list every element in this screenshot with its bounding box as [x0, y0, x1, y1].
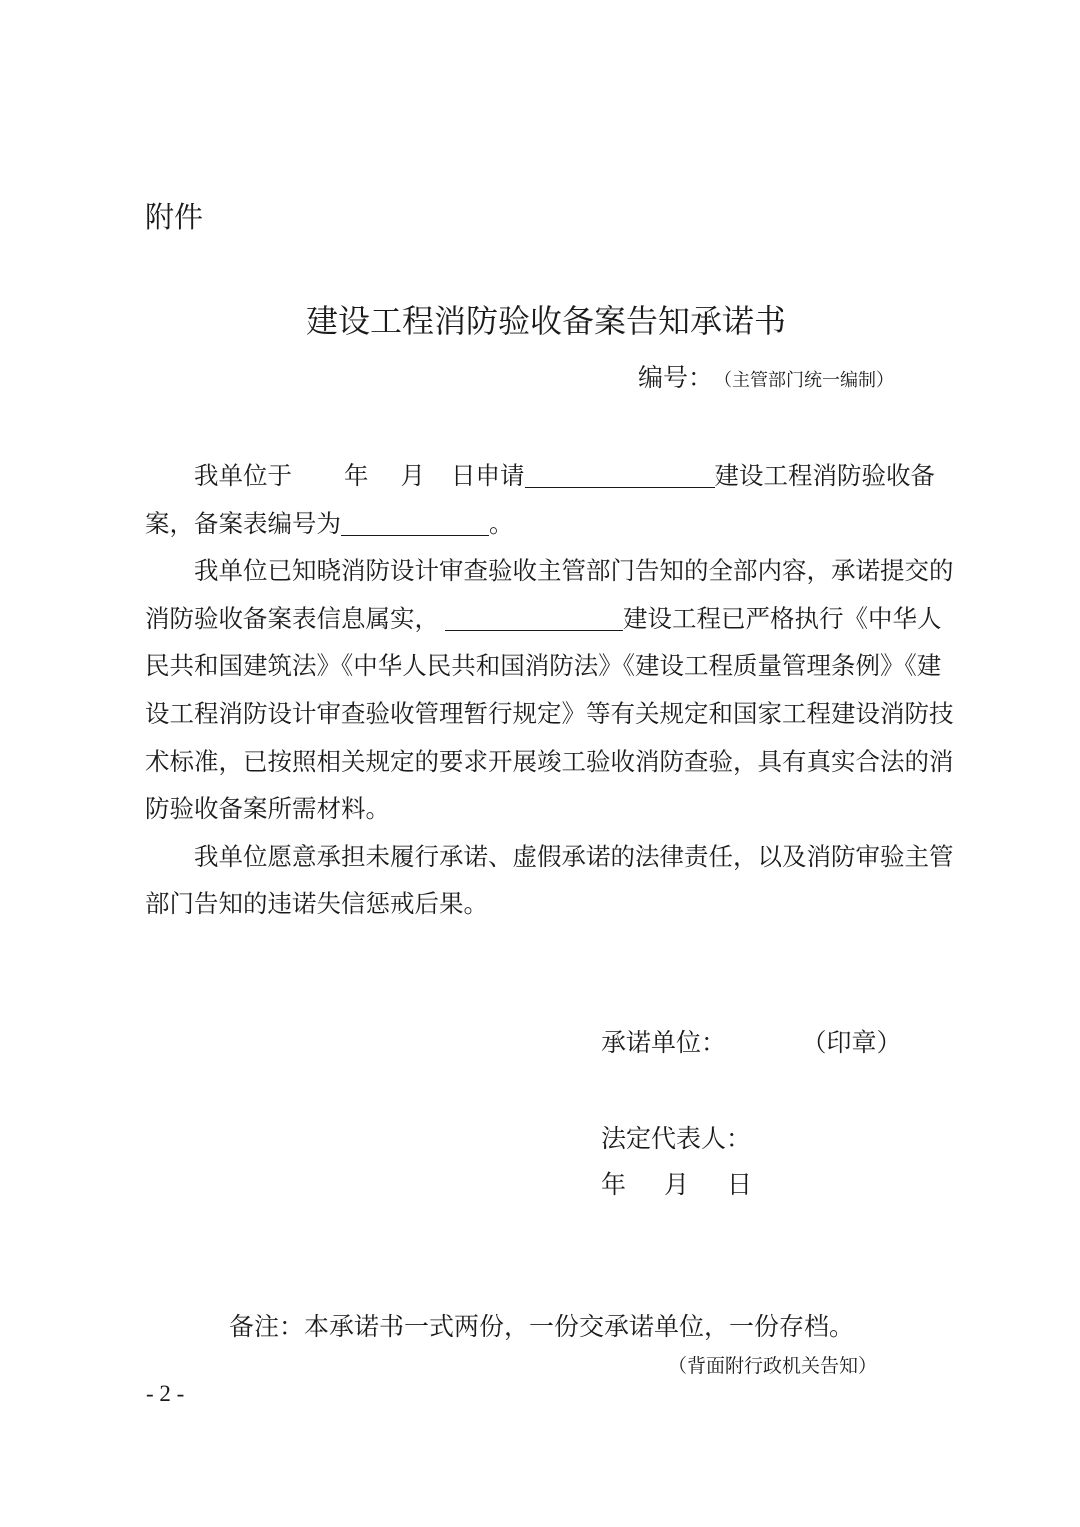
- month-label: 月: [400, 461, 425, 490]
- paragraph-line: [145, 452, 947, 500]
- project-blank[interactable]: [445, 604, 623, 631]
- date-day: 日: [727, 1170, 753, 1199]
- legal-representative-label: 法定代表人：: [601, 1124, 752, 1153]
- applicant-text: 我单位于: [194, 461, 292, 490]
- date-month: 月: [664, 1170, 690, 1199]
- paragraph-commitment: [145, 547, 954, 833]
- day-apply-label: 日申请: [451, 461, 525, 490]
- remark-note: 备注：本承诺书一式两份，一份交承诺单位，一份存档。: [229, 1312, 855, 1341]
- paragraph-line: 防验收备案所需材料。: [145, 794, 390, 824]
- paragraph-line: 设工程消防设计审查验收管理暂行规定》等有关规定和国家工程建设消防技: [145, 698, 954, 728]
- page-number: - 2 -: [146, 1381, 185, 1406]
- document-title: 建设工程消防验收备案告知承诺书: [305, 302, 786, 340]
- date-year: 年: [601, 1170, 627, 1199]
- paragraph-line: 术标准，已按照相关规定的要求开展竣工验收消防查验，具有真实合法的消: [145, 746, 954, 776]
- number-line: [638, 360, 894, 399]
- period-text: 。: [489, 508, 514, 538]
- paragraph-line: [145, 595, 947, 643]
- paragraph-line: 部门告知的违诺失信惩戒后果。: [145, 889, 488, 919]
- info-true-text: 消防验收备案表信息属实，: [145, 603, 439, 633]
- form-number-text: 案，备案表编号为: [145, 508, 341, 538]
- project-name-blank[interactable]: [525, 462, 715, 489]
- back-page-note: （背面附行政机关告知）: [668, 1355, 878, 1377]
- paragraph-line: [145, 500, 947, 548]
- commitment-body: [145, 452, 954, 928]
- seal-label: （印章）: [814, 1028, 902, 1057]
- unit-label: 承诺单位：: [601, 1028, 727, 1057]
- paragraph-line: 民共和国建筑法》《中华人民共和国消防法》《建设工程质量管理条例》《建: [145, 651, 942, 681]
- year-label: 年: [344, 461, 369, 490]
- paragraph-line: 我单位愿意承担未履行承诺、虚假承诺的法律责任，以及消防审验主管: [194, 841, 954, 871]
- number-label: 编号：: [638, 363, 714, 392]
- paragraph-line: 我单位已知晓消防设计审查验收主管部门告知的全部内容，承诺提交的: [194, 556, 954, 586]
- signature-unit: [601, 1025, 902, 1061]
- paragraph-liability: [145, 833, 954, 928]
- paragraph-application: [145, 452, 947, 547]
- form-number-blank[interactable]: [341, 509, 489, 536]
- signature-date: [601, 1167, 752, 1203]
- compliance-text: 建设工程已严格执行《中华人: [623, 603, 942, 633]
- project-type-text: 建设工程消防验收备: [714, 461, 935, 490]
- attachment-label: 附件: [145, 200, 204, 234]
- number-note: （主管部门统一编制）: [723, 370, 895, 391]
